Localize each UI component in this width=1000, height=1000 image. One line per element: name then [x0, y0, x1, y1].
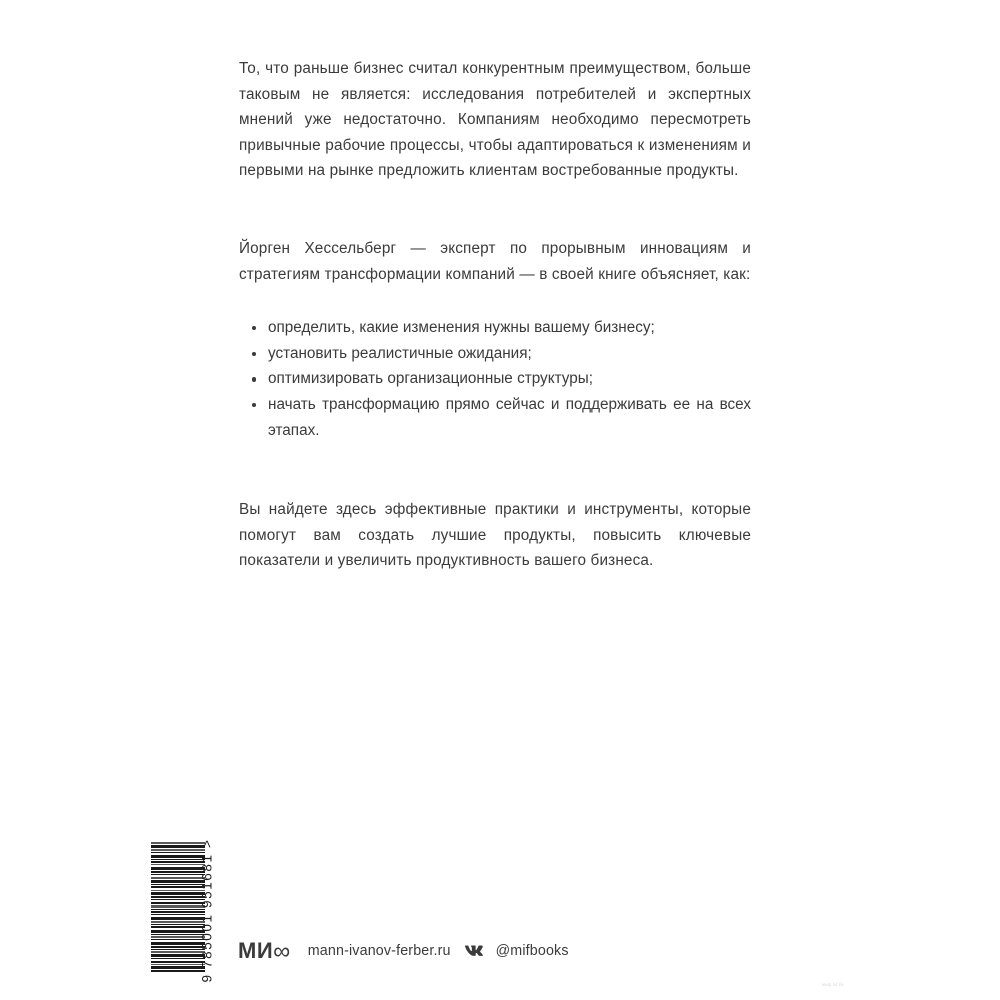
list-top-spacer: [239, 287, 751, 315]
benefits-list: [239, 315, 751, 443]
list-item: оптимизировать организационные структуры;: [239, 366, 751, 392]
paragraph-spacer: [239, 184, 751, 236]
publisher-footer: [238, 938, 569, 964]
publisher-logo: [238, 939, 291, 963]
publisher-logo-letters: МИ: [238, 938, 274, 963]
vk-icon[interactable]: [465, 945, 484, 958]
cover-text-block: [239, 56, 751, 574]
publisher-website[interactable]: mann-ivanov-ferber.ru: [307, 943, 451, 959]
list-item: установить реалистичные ожидания;: [239, 341, 751, 367]
intro-paragraph: То, что раньше бизнес считал конкурентным преимуществом, больше таковым не является: исследования потребителей и экспертных мнений уже недостаточно. Компаниям необходимо пересмотреть привычные рабочие процессы, чтобы адаптироваться к изменениям и первыми на рынке предложить клиентам востребованные продукты.: [239, 60, 751, 180]
barcode-number: [196, 838, 218, 982]
author-paragraph: Йорген Хессельберг — эксперт по прорывным инновациям и стратегиям трансформации компаний — в своей книге объясняет, как:: [239, 239, 751, 283]
list-item: начать трансформацию прямо сейчас и поддерживать ее на всех этапах.: [239, 392, 751, 443]
list-bottom-spacer: [239, 443, 751, 497]
infinity-icon: ∞: [273, 937, 291, 965]
social-handle[interactable]: @mifbooks: [495, 943, 569, 959]
list-item: определить, какие изменения нужны вашему бизнесу;: [239, 315, 751, 341]
barcode: [151, 838, 223, 982]
barcode-number-text: 9 785001 951681 >: [199, 838, 215, 982]
microprint-code: миф 44 бк: [822, 982, 844, 987]
closing-paragraph: Вы найдете здесь эффективные практики и инструменты, которые помогут вам создать лучшие продукты, повысить ключевые показатели и увеличить продуктивность вашего бизнеса.: [239, 501, 751, 570]
